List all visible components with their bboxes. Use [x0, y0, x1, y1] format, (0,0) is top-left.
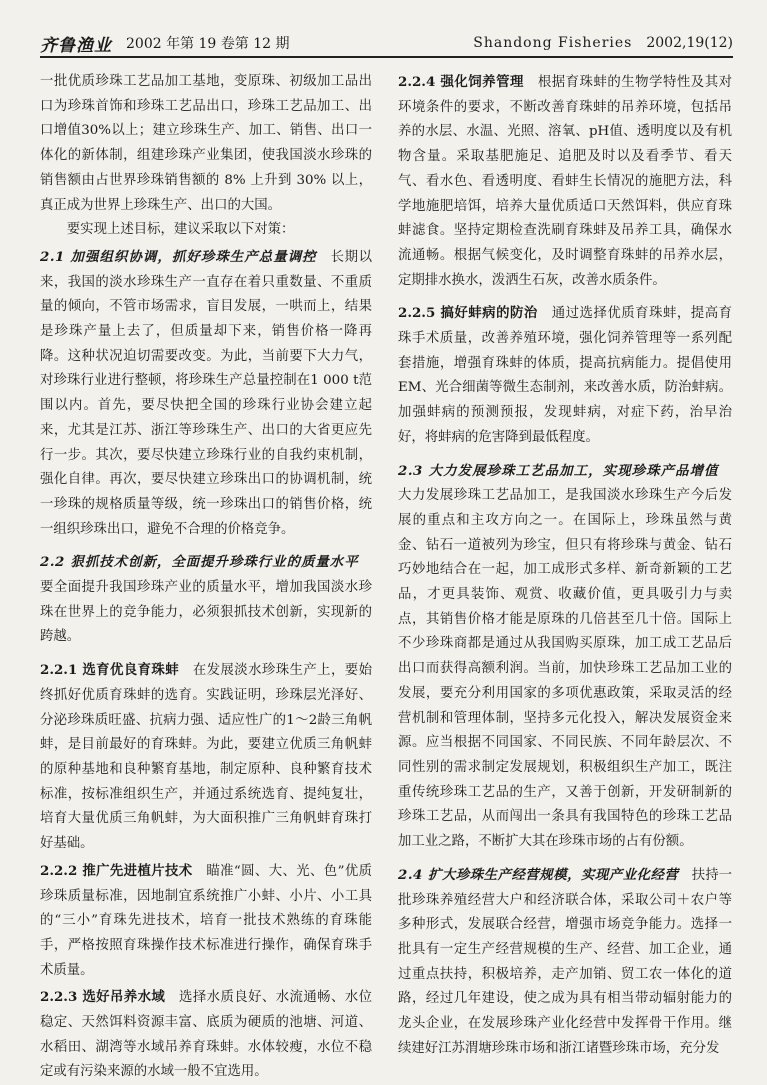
- paragraph: 要实现上述目标，建议采取以下对策：: [66, 222, 295, 238]
- issue-info-en: 2002,19(12): [646, 35, 733, 51]
- section-text: 长期以来，我国的淡水珍珠生产一直存在着只重数量、不重质量的倾向，不管市场需求，盲目发展，一哄而上，结果是珍珠产量上去了，但质量却下来，销售价格一降再降。这种状况迫切需要改变。为此，当前要下大力气，对珍珠行业进行整顿，将珍珠生产总量控制在1 000 t范围以内。首先，要尽快把全国的珍珠行业协会建立起来，尤其是江苏、浙江等珍珠生产、出口的大省更应先行一步。其次，要尽快建立珍珠行业的自我约束机制，强化自律。再次，要尽快建立珍珠出口的协调机制，统一珍珠的规格质量等级，统一珍珠出口的销售价格，统一组织珍珠出口，避免不合理的价格竞争。: [40, 249, 372, 537]
- section-2-2-3: [40, 985, 372, 1085]
- subsection-heading: 2.2.4 强化饲养管理: [398, 74, 524, 90]
- section-2-2-1: [40, 658, 372, 857]
- section-heading: 2.4 扩大珍珠生产经营规模，实现产业化经营: [398, 866, 679, 883]
- header-left: [40, 31, 290, 56]
- subsection-heading: 2.2.1 选育优良育珠蚌: [40, 662, 180, 679]
- section-text: 要全面提升我国珍珠产业的质量水平，增加我国淡水珍珠在世界上的竞争能力，必须狠抓技术创新，实现新的跨越。: [40, 580, 372, 645]
- subsection-text: 瞄准“圆、大、光、色”优质珍珠质量标准，因地制宜系统推广小蚌、小片、小工具的“三小”育珠先进技术，培育一批技术熟练的育珠能手，严格按照育珠操作技术标准进行操作，确保育珠手术质量。: [40, 863, 372, 978]
- subsection-text: 在发展淡水珍珠生产上，要始终抓好优质育珠蚌的选育。实践证明，珍珠层光泽好、分泌珍珠质旺盛、抗病力强、适应性广的1～2龄三角帆蚌，是目前最好的育珠蚌。为此，要建立优质三角帆蚌的原种基地和良种繁育基地，制定原种、良种繁育技术标准，按标准组织生产，并通过系统选育、提纯复壮，培育大量优质三角帆蚌，为大面积推广三角帆蚌育珠打好基础。: [40, 663, 372, 852]
- right-column: [398, 70, 732, 1061]
- section-2-2-2: [40, 859, 372, 984]
- section-2-3: [398, 459, 732, 855]
- subsection-text: 选择水质良好、水流通畅、水位稳定、天然饵料资源丰富、底质为硬质的池塘、河道、水稻田、湖湾等水域吊养育珠蚌。水体较瘦，水位不稳定或有污染来源的水域一般不宜选用。: [40, 990, 372, 1080]
- subsection-heading: 2.2.3 选好吊养水域: [40, 989, 166, 1006]
- subsection-heading: 2.2.2 推广先进植片技术: [40, 862, 193, 879]
- section-text: 扶持一批珍珠养殖经营大户和经济联合体，采取公司＋农户等多种形式，发展联合经营，增强市场竞争能力。选择一批具有一定生产经营规模的生产、经营、加工企业，通过重点扶持，积极培养，走产加销、贸工农一体化的道路，经过几年建设，使之成为具有相当带动辐射能力的龙头企业，在发展珍珠产业化经营中发挥骨干作用。继续建好江苏渭塘珍珠市场和浙江诸暨珍珠市场，充分发: [398, 867, 732, 1056]
- subsection-text: 根据育珠蚌的生物学特性及其对环境条件的要求，不断改善育珠蚌的吊养环境，包括吊养的水层、水温、光照、溶氧、pH值、透明度以及有机物含量。采取基肥施足、追肥及时以及看季节、看天气、看水色、看透明度、看蚌生长情况的施肥方法，科学地施肥培饵，培养大量优质适口天然饵料，供应育珠蚌滤食。坚持定期检查洗刷育珠蚌及吊养工具，确保水流通畅。根据气候变化，及时调整育珠蚌的吊养水层，定期排水换水，泼洒生石灰，改善水质条件。: [398, 75, 733, 288]
- section-2-2-4: [398, 70, 732, 293]
- section-heading: 2.1 加强组织协调，抓好珍珠生产总量调控: [40, 248, 317, 265]
- section-2-2: [40, 550, 372, 650]
- journal-logo: 齐鲁渔业: [40, 35, 112, 56]
- section-2-4: [398, 863, 732, 1062]
- section-2-2-5: [398, 301, 732, 450]
- subsection-text: 通过选择优质育珠蚌，提高育珠手术质量，改善养殖环境，强化饲养管理等一系列配套措施，增强育珠蚌的体质，提高抗病能力。提倡使用EM、光合细菌等微生态制剂，来改善水质，防治蚌病。加强蚌病的预测预报，发现蚌病，对症下药，治早治好，将蚌病的危害降到最低程度。: [398, 306, 733, 445]
- section-2-1: [40, 245, 372, 542]
- section-heading: 2.3 大力发展珍珠工艺品加工，实现珍珠产品增值: [398, 462, 719, 479]
- page-header: [40, 30, 733, 58]
- section-text: 大力发展珍珠工艺品加工，是我国淡水珍珠生产今后发展的重点和主攻方向之一。在国际上，珍珠虽然与黄金、钻石一道被列为珍宝，但只有将珍珠与黄金、钻石巧妙地结合在一起，加工成形式多样、新奇新颖的工艺品，才更具装饰、观赏、收藏价值，更具吸引力与卖点，其销售价格才能是原珠的几倍甚至几十倍。国际上不少珍珠商都是通过从我国购买原珠，加工成工艺品后出口而获得高额利润。当前，加快珍珠工艺品加工业的发展，要充分利用国家的多项优惠政策，采取灵活的经营机制和管理体制，坚持多元化投入，解决发展资金来源。应当根据不同国家、不同民族、不同年龄层次、不同性别的需求制定发展规划，积极组织生产加工，既注重传统珍珠工艺品的生产，又善于创新，开发研制新的珍珠工艺品，从而闯出一条具有我国特色的珍珠工艺品加工业之路，不断扩大其在珍珠市场的占有份额。: [398, 488, 732, 850]
- paragraph: 一批优质珍珠工艺品加工基地，变原珠、初级加工品出口为珍珠首饰和珍珠工艺品出口，珍珠工艺品加工、出口增值30%以上；建立珍珠生产、加工、销售、出口一体化的新体制，组建珍珠产业集团，使我国淡水珍珠的销售额由占世界珍珠销售额的 8% 上升到 30% 以上，真正成为世界上珍珠生产、出口的大国。: [40, 74, 372, 213]
- left-column: [40, 70, 372, 1085]
- section-heading: 2.2 狠抓技术创新，全面提升珍珠行业的质量水平: [40, 554, 359, 571]
- subsection-heading: 2.2.5 搞好蚌病的防治: [398, 305, 538, 322]
- issue-info-cn: 2002 年第 19 卷第 12 期: [126, 36, 290, 52]
- header-right: [473, 35, 733, 51]
- journal-name-en: Shandong Fisheries: [473, 35, 633, 51]
